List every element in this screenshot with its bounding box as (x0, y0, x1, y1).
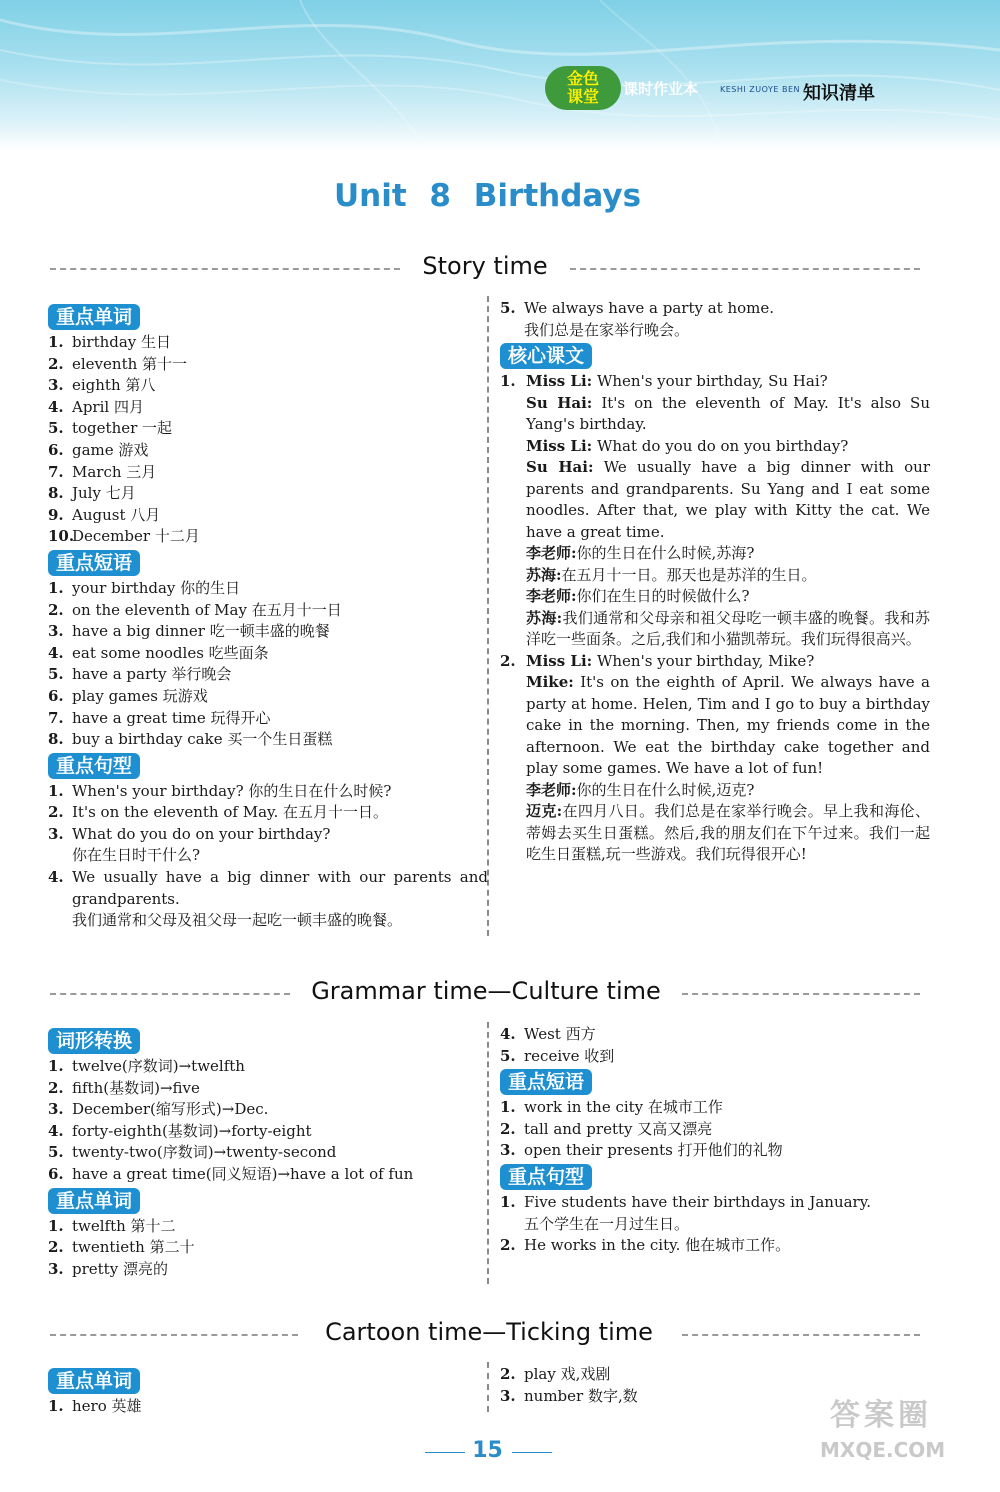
list-item (48, 600, 488, 622)
item-text: eat some noodles 吃些面条 (72, 643, 269, 662)
heading-dash-right (570, 268, 920, 270)
sentence-text: We always have a party at home. (524, 299, 775, 317)
list-item (500, 1119, 930, 1141)
grammar-right-column (500, 1024, 930, 1257)
heading-label: Story time (422, 252, 548, 280)
unit-title: Unit 8 Birthdays (333, 178, 642, 214)
list-item (48, 1121, 488, 1143)
dialogue-text: What do you do on you birthday? (592, 436, 849, 455)
phrases-tag: 重点短语 (48, 550, 140, 576)
brand-series-name: 课时作业本 (623, 80, 699, 98)
list-item (48, 1237, 488, 1259)
dialogue-text: When's your birthday, Su Hai? (592, 372, 828, 391)
item-text: have a great time(同义短语)→have a lot of fun (72, 1164, 414, 1183)
list-item (48, 483, 488, 505)
list-item (48, 643, 488, 665)
item-number: 2. (500, 1365, 516, 1383)
dialogue-line (500, 457, 930, 543)
item-text: twenty-two(序数词)→twenty-second (72, 1143, 337, 1162)
item-text: December 十二月 (72, 527, 200, 546)
list-item (48, 1259, 488, 1281)
item-text: have a great time 玩得开心 (72, 708, 271, 727)
item-text: have a party 举行晚会 (72, 665, 232, 684)
item-text: West 西方 (524, 1025, 596, 1043)
word-forms-list (48, 1056, 488, 1186)
item-number: 9. (48, 505, 64, 524)
item-text: July 七月 (72, 484, 136, 503)
speaker: Su Hai: (526, 458, 594, 477)
sentence-item: 1. When's your birthday? 你的生日在什么时候? (48, 781, 392, 800)
list-item (48, 1396, 488, 1418)
item-text: tall and pretty 又高又漂亮 (524, 1119, 713, 1138)
item-number: 2. (48, 1078, 64, 1097)
list-item (500, 1024, 930, 1046)
grammar-phrase-list (500, 1097, 930, 1162)
heading-dash-left (50, 268, 400, 270)
item-text: work in the city 在城市工作 (524, 1098, 723, 1117)
item-number: 8. (48, 730, 64, 749)
list-item (48, 440, 488, 462)
heading-dash-right (682, 993, 920, 995)
sentence-item: 2. It's on the eleventh of May. 在五月十一日。 (48, 803, 389, 822)
dialogue-line (500, 780, 930, 802)
item-text: have a big dinner 吃一顿丰盛的晚餐 (72, 622, 330, 641)
speaker: 迈克: (526, 802, 563, 821)
story-time-heading (50, 252, 920, 286)
dialogue-line: 1. Miss Li: When's your birthday, Su Hai? (500, 372, 828, 391)
speaker: 苏海: (526, 565, 562, 584)
list-item (500, 1364, 930, 1386)
item-text: April 四月 (72, 397, 144, 416)
speaker: Mike: (526, 673, 574, 692)
item-text: play games 玩游戏 (72, 686, 208, 705)
item-number: 6. (48, 1164, 64, 1183)
dialogue-line (500, 586, 930, 608)
item-number: 2. (500, 1119, 516, 1138)
brand-logo-group (545, 66, 895, 110)
dialogue-line (500, 801, 930, 866)
heading-label: Grammar time—Culture time (311, 977, 661, 1005)
list-item (48, 578, 488, 600)
speaker: Miss Li: (526, 651, 593, 670)
list-item (500, 1097, 930, 1119)
sentence-text: What do you do on your birthday? (72, 824, 331, 843)
brand-logo (545, 66, 621, 110)
dialogue-text: 你们在生日的时候做什么? (576, 587, 750, 606)
item-text: your birthday 你的生日 (72, 578, 241, 597)
item-text: play 戏,戏剧 (524, 1365, 611, 1383)
brand-logo-text: 金色 课堂 (566, 69, 599, 106)
dialogue-line (500, 565, 930, 587)
dialogue-text: 你的生日在什么时候,迈克? (576, 780, 755, 799)
item-text: eighth 第八 (72, 376, 156, 395)
story-phrase-list (48, 578, 488, 751)
speaker: 李老师: (526, 544, 577, 563)
text-tag: 核心课文 (500, 343, 592, 369)
cartoon-word-list (48, 1396, 488, 1418)
list-item (500, 1046, 930, 1068)
list-item (48, 1099, 488, 1121)
sentence-translation: 五个学生在一月过生日。 (524, 1214, 690, 1233)
item-number: 2. (48, 354, 64, 373)
words-tag: 重点单词 (48, 1368, 140, 1394)
list-item (48, 1216, 488, 1238)
item-number: 5. (48, 419, 64, 438)
list-item (48, 686, 488, 708)
item-text: December(缩写形式)→Dec. (72, 1100, 269, 1119)
item-number: 3. (500, 1386, 516, 1405)
list-item (48, 1078, 488, 1100)
heading-dash-left (50, 1334, 298, 1336)
heading-dash-right (682, 1334, 920, 1336)
item-text: open their presents 打开他们的礼物 (524, 1141, 783, 1160)
watermark-url: MXQE.COM (820, 1438, 946, 1462)
item-text: number 数字,数 (524, 1386, 638, 1405)
item-number: 4. (500, 1025, 516, 1043)
watermark (810, 1390, 990, 1490)
story-right-column (500, 298, 930, 866)
list-item (48, 462, 488, 484)
item-text: pretty 漂亮的 (72, 1259, 168, 1278)
phrases-tag: 重点短语 (500, 1069, 592, 1095)
item-number: 7. (48, 462, 64, 481)
dialogue-1 (500, 371, 930, 651)
item-number: 4. (48, 397, 64, 416)
dialogue-text: It's on the eleventh of May. It's also Su Yang's birthday. (526, 393, 930, 434)
speaker: Miss Li: (526, 436, 593, 455)
grammar-word-list-cont (500, 1024, 930, 1067)
item-text: twentieth 第二十 (72, 1238, 195, 1257)
list-item (48, 621, 488, 643)
dialogue-text: 在四月八日。我们总是在家举行晚会。早上我和海伦、蒂姆去买生日蛋糕。然后,我的朋友们在下午过来。我们一起吃生日蛋糕,玩一些游戏。我们玩得很开心! (526, 802, 930, 864)
sentence-item: 2. He works in the city. 他在城市工作。 (500, 1236, 791, 1255)
dialogue-line (500, 393, 930, 436)
dialogue-2 (500, 651, 930, 866)
speaker: 苏海: (526, 608, 563, 627)
watermark-logo: 答案圈 (830, 1398, 932, 1433)
sentence-translation: 你在生日时干什么? (72, 846, 201, 865)
dialogue-text: It's on the eighth of April. We always have a party at home. Helen, Tim and I go to buy a birthday cake in the morning. Then, my friends come in the afternoon. We eat the birthday cake together and play some games. We have a lot of fun! (526, 673, 930, 778)
item-number: 6. (48, 686, 64, 705)
sentence-translation: 我们总是在家举行晚会。 (524, 320, 690, 339)
word-forms-tag: 词形转换 (48, 1028, 140, 1054)
sentence-text: Five students have their birthdays in January. (524, 1192, 871, 1211)
words-tag: 重点单词 (48, 1188, 140, 1214)
item-number: 2. (48, 1238, 64, 1257)
grammar-left-column (48, 1026, 488, 1280)
story-word-list (48, 332, 488, 548)
list-item (48, 1056, 488, 1078)
list-item (48, 418, 488, 440)
item-number: 5. (48, 1143, 64, 1162)
list-item (48, 332, 488, 354)
item-number: 3. (48, 622, 64, 641)
item-number: 3. (48, 1100, 64, 1119)
cartoon-time-heading (50, 1318, 920, 1352)
item-number: 8. (48, 484, 64, 503)
item-number: 1. (48, 333, 64, 351)
item-text: twelve(序数词)→twelfth (72, 1057, 245, 1075)
item-number: 10. (48, 527, 75, 546)
item-text: birthday 生日 (72, 333, 172, 351)
item-number: 3. (48, 376, 64, 395)
sentences-tag: 重点句型 (48, 753, 140, 779)
dialogue-text: We usually have a big dinner with our parents and grandparents. Su Yang and I eat some noodles. After that, we play with Kitty the cat. We have a great time. (526, 458, 930, 541)
dialogue-text: 在五月十一日。那天也是苏洋的生日。 (561, 565, 817, 584)
item-text: eleventh 第十一 (72, 354, 188, 373)
speaker: Miss Li: (526, 372, 593, 391)
speaker: 李老师: (526, 587, 577, 606)
list-item (48, 375, 488, 397)
item-number: 3. (500, 1141, 516, 1160)
sentence-text: He works in the city. 他在城市工作。 (524, 1236, 791, 1255)
sentence-item: 1. Five students have their birthdays in January. (500, 1192, 871, 1211)
list-item (48, 664, 488, 686)
item-number: 1. (48, 1397, 64, 1415)
item-number: 6. (48, 440, 64, 459)
sentence-text: It's on the eleventh of May. 在五月十一日。 (72, 803, 389, 822)
item-text: on the eleventh of May 在五月十一日 (72, 600, 342, 619)
header-banner (0, 0, 1000, 150)
sentence-item: 4. We usually have a big dinner with our parents and grandparents. (48, 868, 488, 908)
list-item (48, 354, 488, 376)
speaker: 李老师: (526, 780, 577, 799)
item-number: 1. (500, 1098, 516, 1117)
list-item (48, 526, 488, 548)
dialogue-text: 我们通常和父母亲和祖父母吃一顿丰盛的晚餐。我和苏洋吃一些面条。之后,我们和小猫凯蒂玩。我们玩得很高兴。 (526, 608, 930, 649)
dialogue-line (500, 672, 930, 780)
item-number: 4. (48, 643, 64, 662)
grammar-word-list (48, 1216, 488, 1281)
item-number: 2. (48, 600, 64, 619)
dialogue-text: 你的生日在什么时候,苏海? (576, 544, 755, 563)
item-text: together 一起 (72, 419, 173, 438)
dialogue-line: 2. Miss Li: When's your birthday, Mike? (500, 651, 815, 670)
list-item (48, 729, 488, 751)
item-number: 1. (48, 1057, 64, 1075)
section-tag: 知识清单 (803, 83, 875, 104)
heading-dash-left (50, 993, 290, 995)
dialogue-line (500, 608, 930, 651)
page-number-rule-right (512, 1452, 552, 1453)
item-text: March 三月 (72, 462, 157, 481)
sentences-tag: 重点句型 (500, 1164, 592, 1190)
item-text: forty-eighth(基数词)→forty-eight (72, 1121, 312, 1140)
item-text: hero 英雄 (72, 1397, 142, 1415)
dialogue-text: When's your birthday, Mike? (592, 651, 815, 670)
item-text: game 游戏 (72, 440, 149, 459)
item-number: 1. (48, 1216, 64, 1235)
item-number: 1. (48, 578, 64, 597)
item-number: 3. (48, 1259, 64, 1278)
item-number: 7. (48, 708, 64, 727)
item-text: August 八月 (72, 505, 161, 524)
sentence-text: We usually have a big dinner with our parents and grandparents. (72, 868, 488, 908)
sentence-text: When's your birthday? 你的生日在什么时候? (72, 781, 392, 800)
dialogue-line (500, 436, 930, 458)
item-text: twelfth 第十二 (72, 1216, 176, 1235)
heading-label: Cartoon time—Ticking time (325, 1318, 653, 1346)
speaker: Su Hai: (526, 393, 593, 412)
brand-pinyin: KESHI ZUOYE BEN (720, 85, 801, 94)
list-item (48, 1164, 488, 1186)
list-item (48, 505, 488, 527)
grammar-time-heading (50, 977, 920, 1011)
page-number: 15 (472, 1438, 503, 1463)
list-item (500, 1140, 930, 1162)
list-item (48, 708, 488, 730)
item-number: 5. (500, 1046, 516, 1065)
cartoon-left-column (48, 1366, 488, 1418)
list-item (48, 1142, 488, 1164)
list-item (48, 397, 488, 419)
item-number: 4. (48, 1121, 64, 1140)
item-text: buy a birthday cake 买一个生日蛋糕 (72, 730, 333, 749)
item-text: fifth(基数词)→five (72, 1078, 200, 1097)
sentence-item: 5. We always have a party at home. (500, 299, 775, 317)
item-text: receive 收到 (524, 1046, 615, 1065)
story-left-column (48, 302, 488, 932)
sentence-translation: 我们通常和父母及祖父母一起吃一顿丰盛的晚餐。 (72, 911, 403, 930)
dialogue-line (500, 543, 930, 565)
sentence-item: 3. What do you do on your birthday? (48, 824, 331, 843)
words-tag: 重点单词 (48, 304, 140, 330)
item-number: 5. (48, 665, 64, 684)
